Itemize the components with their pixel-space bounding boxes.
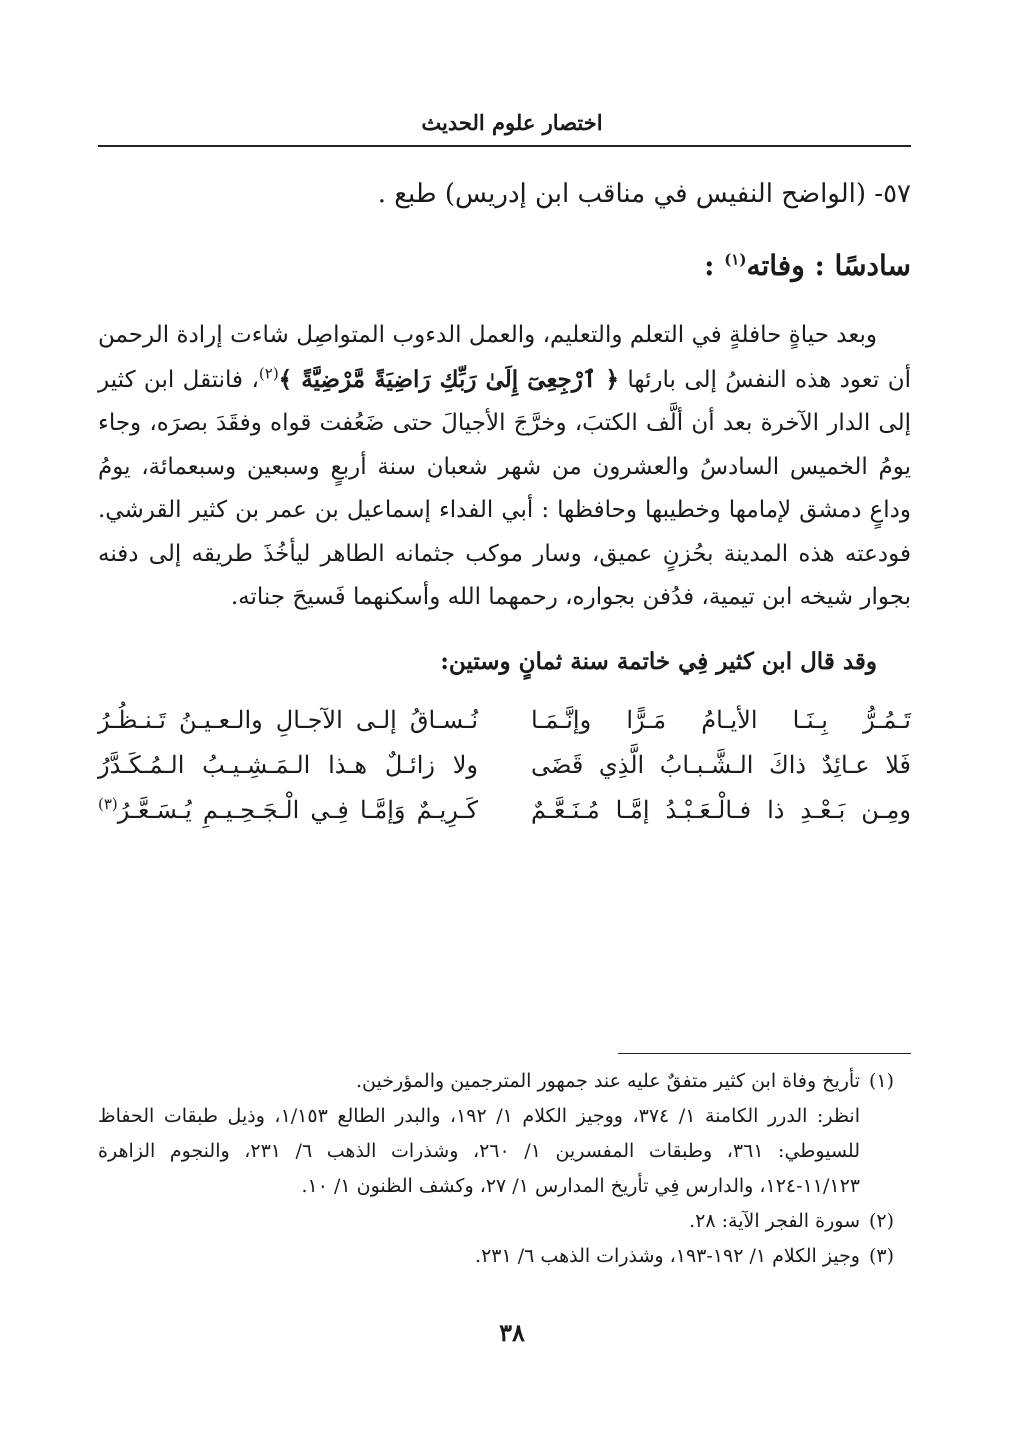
poem-line: [98, 788, 911, 833]
footnote-3: [98, 1239, 894, 1274]
footnote-text: وجيز الكلام ١/ ١٩٢-١٩٣، وشذرات الذهب ٦/ ٢٣١.: [475, 1245, 860, 1267]
footnote-text: سورة الفجر الآية: ٢٨.: [689, 1210, 860, 1232]
quran-verse: ﴿ ٱرْجِعِىٓ إِلَىٰ رَبِّكِ رَاضِيَةً مَّرْضِيَّةً ﴾: [278, 365, 619, 393]
footnote-number: (٣): [868, 1245, 894, 1267]
paragraph-text-part2: ، فانتقل ابن كثير إلى الدار الآخرة بعد أن ألَّف الكتبَ، وخرَّجَ الأجيالَ حتى ضَعُفت قواه وفقَدَ بصرَه، وجاء يومُ الخميس السادسُ والعشرون من شهر شعبان سنة أربعٍ وسبعين وسبعمائة، يومُ وداعٍ دمشق لإمامها وخطيبها وحافظها : أبي الفداء إسماعيل بن عمر بن كثير القرشي. فودعته هذه المدينة بحُزنٍ عميق، وسار موكب جثمانه الطاهر ليأخُذَ طريقه إلى دفنه بجوار شيخه ابن تيمية، فدُفن بجواره، رحمهما الله وأسكنهما فَسيحَ جناته.: [98, 366, 911, 610]
footnote-text: تأريخ وفاة ابن كثير متفقٌ عليه عند جمهور المترجمين والمؤرخين.: [355, 1070, 860, 1092]
section-heading-colon: :: [704, 249, 715, 282]
header-rule: [98, 145, 911, 147]
footnote-1: [98, 1064, 894, 1099]
poem-hemistich-first: ومِـن بَـعْـدِ ذا فـالْـعَـبْـدُ إمَّـا مُـنَـعَّـمٌ: [531, 795, 911, 824]
poem-hemistich-second: [98, 788, 478, 833]
section-heading-text: سادسًا : وفاته: [746, 249, 911, 282]
footnote-number: (١): [868, 1070, 894, 1092]
poem-line: [98, 698, 911, 743]
paragraph-text-part1: وبعد حياةٍ حافلةٍ في التعلم والتعليم، والعمل الدءوب المتواصِل شاءت إرادة الرحمن أن تعود هذه النفسُ إلى بارئها: [98, 322, 912, 393]
footnote-ref-1: (١): [724, 250, 747, 269]
poem-hemistich-second: ولا زائـلٌ هـذا الـمَـشِـيـبُ الـمُـكَـدَّرُ: [98, 750, 478, 779]
footnotes: [98, 1064, 894, 1274]
footnote-number: (٢): [868, 1210, 894, 1232]
list-item-57: ٥٧- (الواضح النفيس في مناقب ابن إدريس) طبع .: [377, 179, 911, 209]
poem: [98, 698, 911, 833]
running-head: اختصار علوم الحديث: [421, 110, 603, 135]
section-heading: [98, 238, 911, 294]
poem-intro: وقد قال ابن كثير فِي خاتمة سنة ثمانٍ وستين:: [440, 647, 877, 675]
poem-line: [98, 743, 911, 788]
poem-hemistich-first: فَلا عـائِدٌ ذاكَ الـشَّـبـابُ الَّذِي قَضَى: [531, 750, 911, 779]
footnote-2: [98, 1204, 894, 1239]
body-paragraph: [98, 314, 911, 620]
footnote-ref-2: (٢): [258, 363, 279, 382]
page-number: ٣٨: [499, 1318, 525, 1347]
poem-hemistich-second-text: كَـرِيـمٌ وَإمَّـا فِـي الْـجَـحِـيـمِ يُـسَـعَّـرُ: [117, 795, 478, 824]
footnote-1-continuation: انظر: الدرر الكامنة ١/ ٣٧٤، ووجيز الكلام ١/ ١٩٢، والبدر الطالع ١/١٥٣، وذيل طبقات الحفاظ للسيوطي: ٣٦١، وطبقات المفسرين ١/ ٢٦٠، وشذرات الذهب ٦/ ٢٣١، والنجوم الزاهرة ١١/١٢٣-١٢٤، والدارس فِي تأريخ المدارس ١/ ٢٧، وكشف الظنون ١/ ١٠.: [98, 1105, 860, 1197]
main-content: [98, 160, 911, 833]
poem-hemistich-first: تَـمُـرُّ بِـنَـا الأيـامُ مَـرًّا وإنَّـمَـا: [531, 705, 911, 734]
poem-hemistich-second: نُـسـاقُ إلـى الآجـالِ والـعـيـنُ تَـنـظُـرُ: [98, 705, 478, 734]
footnote-ref-3: (٣): [98, 794, 118, 813]
footnote-rule: [618, 1053, 911, 1054]
